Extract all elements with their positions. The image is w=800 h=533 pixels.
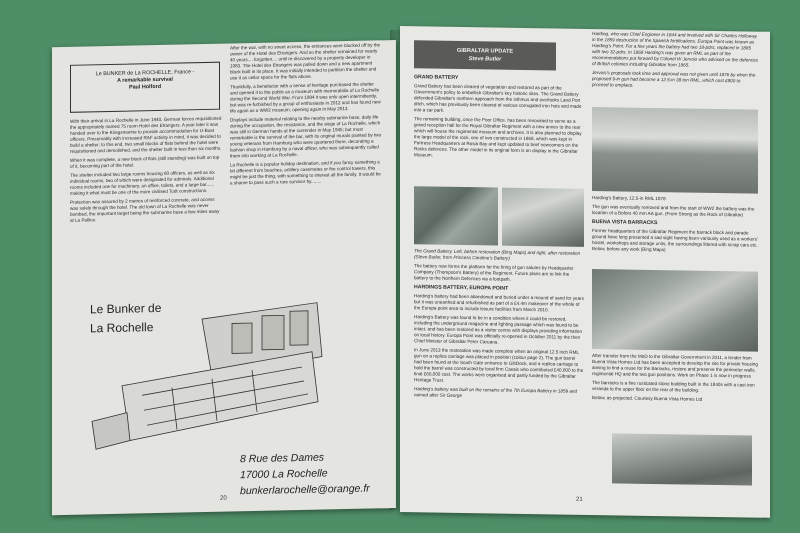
- paragraph: After transfer from the MoD to the Gibraltar Government in 2011, a tender from Buena Vista Homes Ltd has been accepted to develop the site for private housing aiming to find a reuse for the Barracks, restore and preserve the perimeter walls, regimental HQ and the two gun positions. Work on Phase 1 is now in progress: [592, 353, 758, 379]
- poster-title-line: La Rochelle: [90, 320, 154, 336]
- address-city: 17000 La Rochelle: [240, 467, 328, 482]
- right-column-2-top: [592, 31, 758, 94]
- paragraph: Former headquarters of the Gibraltar Regiment the barrack block and parade ground have long presented a sad sight having been variously used as a workers' hostel, workshops and storage units, the surroundings littered with scrap cars etc. Below, before any work (Bing Maps): [592, 228, 758, 253]
- right-column-1-lower: [414, 248, 584, 404]
- paragraph: With their arrival in La Rochelle in June 1940, German forces requisitioned the appropriately named 75 room Hotel des Etrangers. A year later it was handed over to the Kriegsmarine to provide accommodation for U-Boat officers. Presumably with increased RAF activity in mind, it was decided to build a shelter; to this end, two small blocks of flats behind the hotel were requisitioned and demolished, and the shelter built in less than six months.: [70, 115, 222, 154]
- paragraph: Harding, who was Chief Engineer in 1844 and involved with Sir Charles Holloway in the 1859 destruction of the Spanish fortifications. Europa Point was known as Harding's Point. For a few years the battery had two 18-pdrs, replaced in 1865 with two 32-pdrs. In 1868 Harding's was given an RML as part of the recommendations put forward by Colonel W Jervois who advised on the defences of British colonies including Gibraltar from 1865.: [592, 31, 758, 68]
- poster-title: [90, 299, 161, 338]
- section-banner: [414, 40, 556, 70]
- right-column-2-mid: [592, 195, 758, 258]
- paragraph: The battery now forms the platform for the firing of gun salutes by Headquarter Company (Thompson's Battery) of the Regiment. Future plans are to link the battery to the Northern Defences via a footpath.: [414, 263, 574, 282]
- buena-vista-aerial-photo: [592, 269, 758, 352]
- paragraph: The barracks is a fine rusticated stone building built in the 1840s with a cast iron veranda to the upper floor on the rear of the building.: [592, 380, 755, 393]
- page-number: 21: [576, 496, 583, 503]
- photo-caption: Harding's Battery, 12.5-in RML 1878: [592, 195, 666, 202]
- paragraph: Grand Battery has been cleared of vegetation and restored as part of the Government's policy to embellish Gibraltar's key historic sites. The Grand Battery defended Gibraltar's northern approach from the isthmus and overlooks Land Port ditch, which has previously been cleared of various corrugated iron huts and made into a car park.: [414, 83, 582, 113]
- hardings-battery-photo: [592, 107, 758, 194]
- paragraph: In June 2013 the restoration was made complete when an original 12.5 inch RML gun on a replica carriage was placed in position (colour page 2). The gun barrel had been found at the South Gate entrance to GibDock, and a replica carriage to hold the barrel was constructed by local firm Casais who contributed £40,000 to the final £60,000 cost. The works were organised and partly funded by the Gibraltar Heritage Trust.: [414, 347, 584, 383]
- left-column-1: [70, 116, 222, 227]
- poster-title-line: Le Bunker de: [90, 300, 162, 317]
- right-column-2-lower: [592, 353, 758, 407]
- left-column-2: [230, 42, 382, 189]
- paragraph: Thankfully, a benefactor with a sense of heritage purchased the shelter and opened it to the public as a museum with memorabilia of La Rochelle during the Second World War. From 1994 it was only open intermittently, but was re-furbished by a group of enthusiasts in 2012 and has found new life again as a WW2 museum, opening again in May 2013.: [230, 81, 381, 114]
- section-heading: BUENA VISTA BARRACKS: [592, 219, 658, 227]
- paragraph: After the war, with no street access, the entrances were blocked off by the owner of the Hotel des Etrangers. And so the shelter remained for nearly 40 years.... forgotten.... until re-discovered by a property developer in 1983. The Hotel des Etrangers was pulled down and a new apartment block built in its place. It was initially intended to partition the shelter and use it as cellar space for the flats above.: [230, 42, 381, 81]
- paragraph: Harding's battery was built on the remains of the 7th Europa Battery in 1859 and named after Sir George: [414, 386, 578, 398]
- grand-battery-photo-before: [414, 186, 498, 245]
- article-title-box: [70, 62, 220, 113]
- photo-caption: The Grand Battery. Left, before restoration (Bing Maps) and right, after restoration (Steve Butler, from Princess Caroline's Battery): [414, 248, 581, 261]
- right-column-1: [414, 74, 584, 164]
- left-page: [52, 40, 396, 515]
- address-street: 8 Rue des Dames: [240, 451, 325, 466]
- banner-title: GIBRALTAR UPDATE: [456, 47, 514, 55]
- paragraph: Protection was assured by 2 metres of reinforced concrete, and access was solely through the hotel. The old town of La Rochelle was never bombed, the important target being the submarine base a few miles away at La Pallice.: [70, 196, 220, 223]
- article-author: Paul Holford: [128, 83, 162, 91]
- section-heading: HARDINGS BATTERY, EUROPA POINT: [414, 284, 509, 292]
- banner-author: Steve Butler: [468, 56, 502, 63]
- address-block: [240, 449, 370, 500]
- paragraph: When it was complete, a new block of flats (still standing) was built on top of it, becoming part of the hotel.: [70, 154, 220, 169]
- paragraph: La Rochelle is a popular holiday destination, and if you fancy something a bit different from beaches, artillery casemates or fire control towers, this might be just the thing, with something to interest all the family. It would be a shame to pass such a rare survivor by........: [230, 159, 381, 186]
- paragraph: The gun was eventually removed and from the start of WW2 the battery was the location of a Bofors 40 mm AA gun. (From Strong as the Rock of Gibraltar): [592, 204, 755, 218]
- paragraph: The remaining building, once the Poor Office, has been renovated to serve as a grand reception hall for the Royal Gibraltar Regiment with a new annex to the rear which will house the regimental museum and archives. It is also planned to display the large model of the rock, one of two constructed in 1868, which was kept in Fortress Headquarters at Rosia Bay and kept updated to brief newcomers on the Rocks defences. The other model in its original form is on display in the Gibraltar Museum.: [414, 116, 582, 158]
- grand-battery-photo-after: [502, 188, 584, 247]
- buena-vista-projected-photo: [612, 433, 752, 485]
- article-title: Le BUNKER de La ROCHELLE, France -: [95, 69, 195, 78]
- article-subtitle: A remarkable survival: [117, 76, 173, 84]
- paragraph: Harding's Battery was found to be in a condition where it could be restored, including the underground magazine and lighting passage which was found to be intact, and has been restored as a visitor centre with displays providing information on local history. Europa Point was officially re-opened in October 2011 by the then Chief Minister of Gibraltar Peter Caruana.: [414, 314, 583, 345]
- page-number: 20: [220, 495, 227, 502]
- paragraph: Jervois's proposals took time and approval was not given until 1876 by when the proposed 9-in gun had become a 12.5-in 38 ton RML, which cost £800 to proceed to emplace.: [592, 70, 756, 88]
- paragraph: Harding's battery had been abandoned and buried under a mound of sand for years but it was unearthed and refurbished as part of a £4.4m makeover of the whole of the Europa point area to include leisure facilities from March 2010.: [414, 293, 584, 313]
- section-heading: GRAND BATTERY: [414, 74, 459, 81]
- address-email: bunkerlarochelle@orange.fr: [240, 482, 370, 498]
- paragraph: Displays include material relating to the nearby submarine base, daily life during the occupation, the resistance, and the siege of La Rochelle, which was still in German hands at the surrender in May 1945; but most remarkable is the survival of the bar, with its original murals painted by two young veterans from Hamburg who were quartered there, decorating a fashion shop in Hamburg by a naval officer, who was subsequently called them into working at La Rochelle.: [230, 114, 382, 159]
- right-page: [400, 26, 770, 518]
- paragraph: The shelter included two large rooms housing 60 officers, as well as six individual rooms, two of which were designated for admirals. Additional rooms included one for machinery, an office, toilets, and a large bar...... making it what must be one of the more civilised Todt constructions.: [70, 169, 215, 196]
- paragraph: Below, as projected. Courtesy Buena Vista Homes Ltd: [592, 395, 703, 402]
